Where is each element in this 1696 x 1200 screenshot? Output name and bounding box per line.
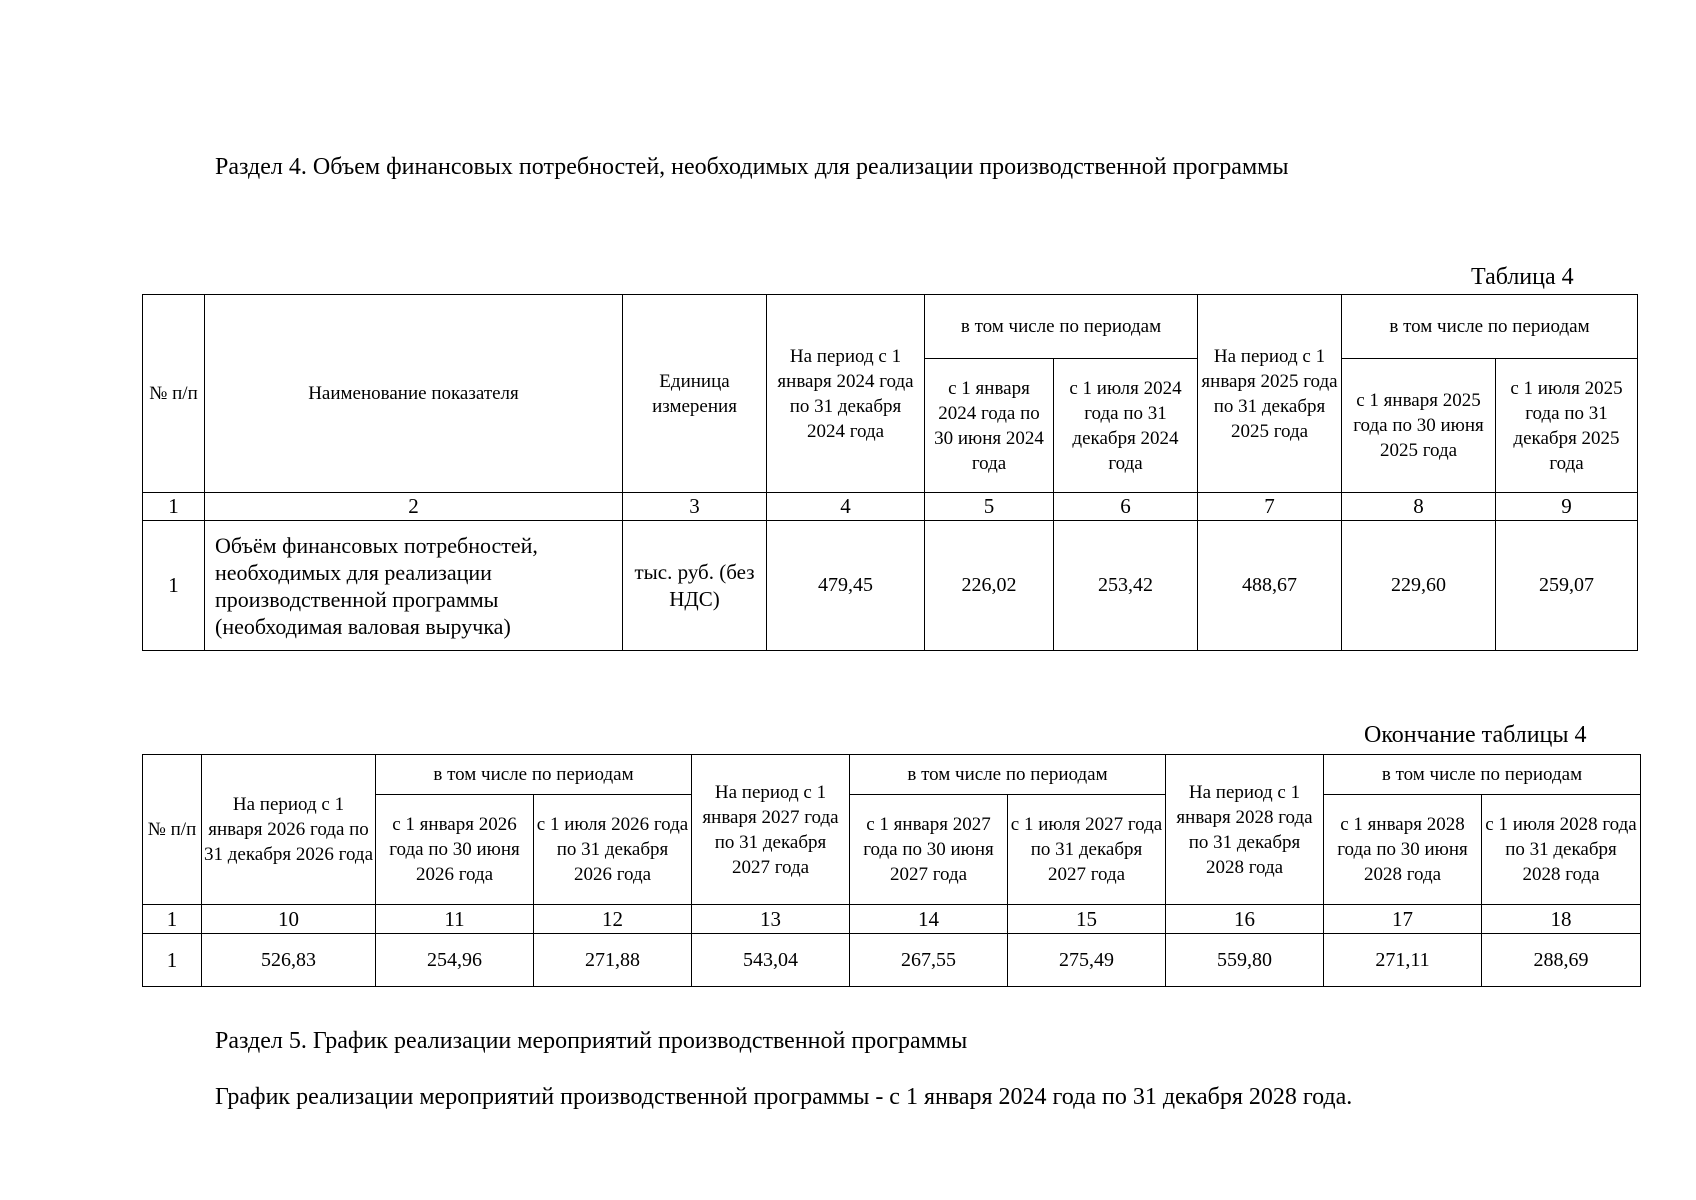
- table4-part2: [142, 754, 1641, 987]
- col-number: 15: [1008, 905, 1166, 934]
- section4-title: Раздел 4. Объем финансовых потребностей, необходимых для реализации производственной программы: [215, 154, 1289, 180]
- col-number: 5: [925, 493, 1054, 521]
- col-number: 14: [850, 905, 1008, 934]
- col-number: 2: [205, 493, 623, 521]
- header-2028-h1: с 1 января 2028 года по 30 июня 2028 года: [1324, 795, 1482, 905]
- col-number: 6: [1054, 493, 1198, 521]
- value-2027-h2: 275,49: [1008, 934, 1166, 987]
- col-number: 1: [143, 905, 202, 934]
- header-period-2024: На период с 1 января 2024 года по 31 декабря 2024 года: [767, 295, 925, 493]
- header-period-2025: На период с 1 января 2025 года по 31 декабря 2025 года: [1198, 295, 1342, 493]
- value-2026-h1: 254,96: [376, 934, 534, 987]
- col-number: 9: [1496, 493, 1638, 521]
- value-2027: 543,04: [692, 934, 850, 987]
- table-row: [143, 521, 1638, 651]
- row-name: Объём финансовых потребностей, необходимых для реализации производственной программы (необходимая валовая выручка): [205, 521, 623, 651]
- header-incl-2025: в том числе по периодам: [1342, 295, 1638, 359]
- header-incl-2027: в том числе по периодам: [850, 755, 1166, 795]
- col-number: 4: [767, 493, 925, 521]
- value-2028: 559,80: [1166, 934, 1324, 987]
- header-2028-h2: с 1 июля 2028 года по 31 декабря 2028 года: [1482, 795, 1641, 905]
- col-number: 1: [143, 493, 205, 521]
- row-unit: тыс. руб. (без НДС): [623, 521, 767, 651]
- header-no: № п/п: [143, 755, 202, 905]
- col-number: 13: [692, 905, 850, 934]
- value-2025: 488,67: [1198, 521, 1342, 651]
- value-2027-h1: 267,55: [850, 934, 1008, 987]
- header-no: № п/п: [143, 295, 205, 493]
- header-2026-h1: с 1 января 2026 года по 30 июня 2026 года: [376, 795, 534, 905]
- header-period-2026: На период с 1 января 2026 года по 31 декабря 2026 года: [202, 755, 376, 905]
- col-number: 16: [1166, 905, 1324, 934]
- header-unit: Единица измерения: [623, 295, 767, 493]
- header-incl-2024: в том числе по периодам: [925, 295, 1198, 359]
- value-2024: 479,45: [767, 521, 925, 651]
- col-number: 12: [534, 905, 692, 934]
- col-number: 3: [623, 493, 767, 521]
- header-2026-h2: с 1 июля 2026 года по 31 декабря 2026 года: [534, 795, 692, 905]
- value-2028-h1: 271,11: [1324, 934, 1482, 987]
- value-2025-h2: 259,07: [1496, 521, 1638, 651]
- header-period-2027: На период с 1 января 2027 года по 31 декабря 2027 года: [692, 755, 850, 905]
- col-number: 18: [1482, 905, 1641, 934]
- header-2025-h1: с 1 января 2025 года по 30 июня 2025 года: [1342, 359, 1496, 493]
- header-name: Наименование показателя: [205, 295, 623, 493]
- value-2026-h2: 271,88: [534, 934, 692, 987]
- table-row: [143, 934, 1641, 987]
- header-2024-h2: с 1 июля 2024 года по 31 декабря 2024 года: [1054, 359, 1198, 493]
- value-2028-h2: 288,69: [1482, 934, 1641, 987]
- col-number: 10: [202, 905, 376, 934]
- table4-part1: [142, 294, 1638, 651]
- col-number: 17: [1324, 905, 1482, 934]
- value-2026: 526,83: [202, 934, 376, 987]
- col-number: 8: [1342, 493, 1496, 521]
- header-incl-2028: в том числе по периодам: [1324, 755, 1641, 795]
- table4-end-caption: Окончание таблицы 4: [1364, 722, 1587, 748]
- col-number: 7: [1198, 493, 1342, 521]
- header-2024-h1: с 1 января 2024 года по 30 июня 2024 года: [925, 359, 1054, 493]
- row-no: 1: [143, 521, 205, 651]
- header-2027-h1: с 1 января 2027 года по 30 июня 2027 года: [850, 795, 1008, 905]
- row-no: 1: [143, 934, 202, 987]
- header-2025-h2: с 1 июля 2025 года по 31 декабря 2025 года: [1496, 359, 1638, 493]
- section5-title: Раздел 5. График реализации мероприятий производственной программы: [215, 1028, 968, 1054]
- value-2025-h1: 229,60: [1342, 521, 1496, 651]
- col-number: 11: [376, 905, 534, 934]
- section5-text: График реализации мероприятий производственной программы - с 1 января 2024 года по 31 декабря 2028 года.: [215, 1084, 1353, 1110]
- value-2024-h1: 226,02: [925, 521, 1054, 651]
- table4-caption: Таблица 4: [1471, 264, 1574, 290]
- value-2024-h2: 253,42: [1054, 521, 1198, 651]
- header-period-2028: На период с 1 января 2028 года по 31 декабря 2028 года: [1166, 755, 1324, 905]
- header-2027-h2: с 1 июля 2027 года по 31 декабря 2027 года: [1008, 795, 1166, 905]
- header-incl-2026: в том числе по периодам: [376, 755, 692, 795]
